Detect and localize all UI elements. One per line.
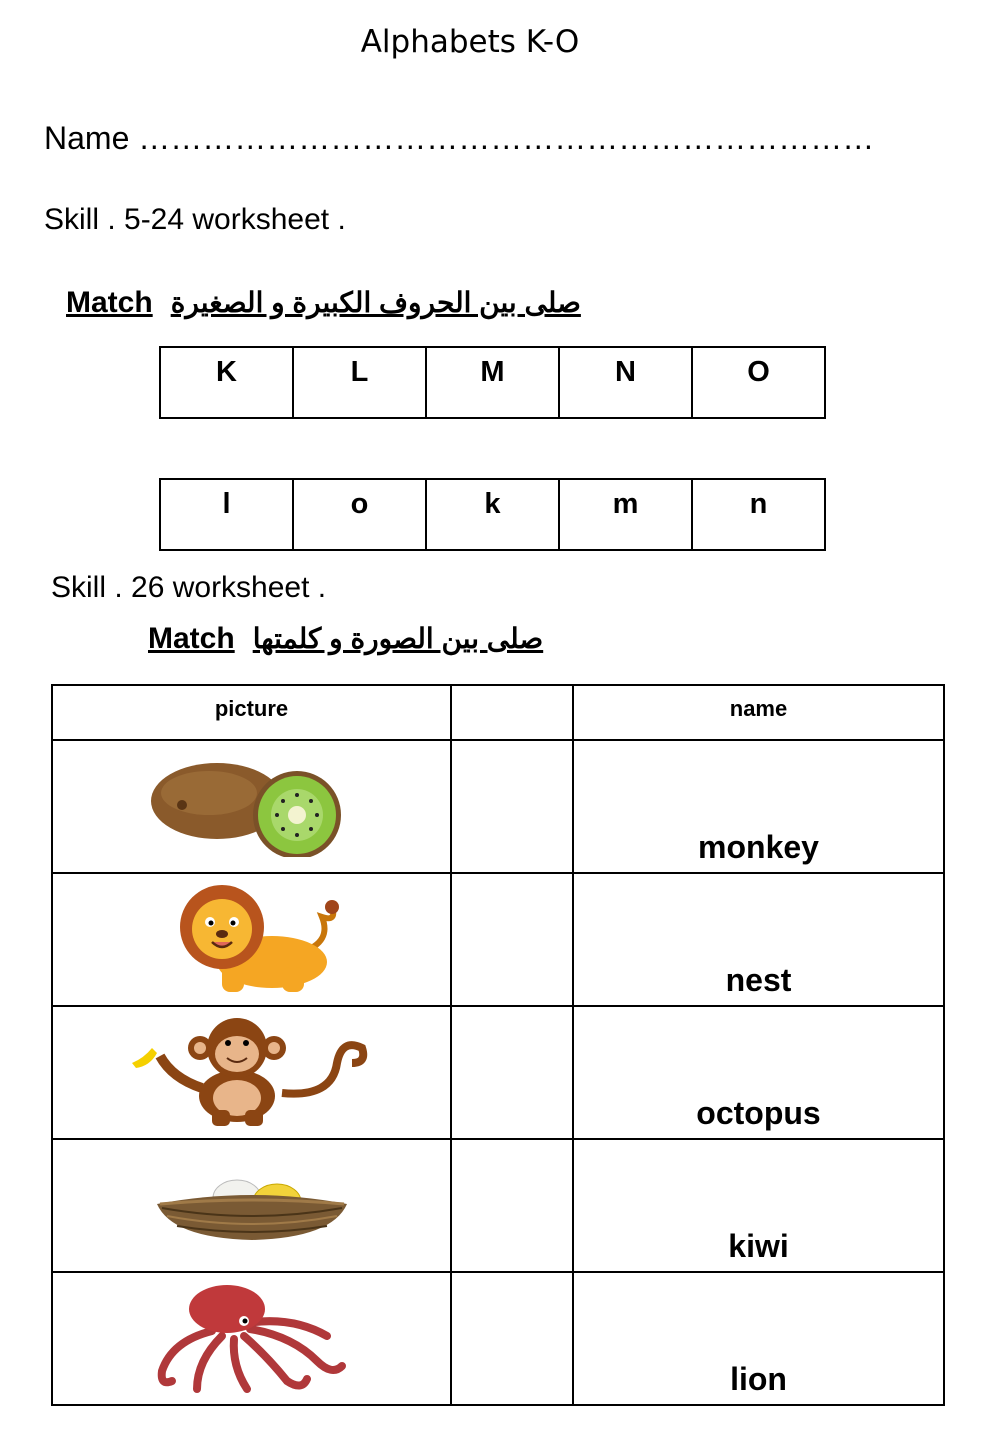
uppercase-letter[interactable]: K: [160, 347, 293, 418]
table-row: [52, 1139, 944, 1272]
lowercase-letter[interactable]: o: [293, 479, 426, 550]
nest-picture-cell[interactable]: [52, 1139, 451, 1272]
monkey-icon: [132, 1018, 372, 1128]
nest-icon: [152, 1166, 352, 1246]
kiwi-fruit-icon: [147, 757, 357, 857]
table-row: [52, 1272, 944, 1405]
lowercase-letter[interactable]: l: [160, 479, 293, 550]
lowercase-letter[interactable]: m: [559, 479, 692, 550]
picture-word-match-table: [51, 684, 945, 1406]
match-blank-cell[interactable]: [451, 873, 573, 1006]
uppercase-letter[interactable]: N: [559, 347, 692, 418]
name-field-line[interactable]: Name ……………………………………………………………: [44, 120, 875, 156]
kiwi-picture-cell[interactable]: [52, 740, 451, 873]
uppercase-letter[interactable]: M: [426, 347, 559, 418]
lion-icon: [162, 882, 342, 997]
match-blank-cell[interactable]: [451, 740, 573, 873]
match-label: Match: [66, 286, 153, 319]
match-heading-1: [66, 286, 581, 320]
table-row: [52, 1006, 944, 1139]
page-title: Alphabets K-O: [360, 24, 580, 60]
word-cell[interactable]: octopus: [573, 1006, 944, 1139]
lowercase-letter[interactable]: n: [692, 479, 825, 550]
skill-label-1: Skill . 5-24 worksheet .: [44, 203, 346, 236]
match-heading-2: [148, 622, 543, 656]
header-picture: picture: [52, 685, 451, 740]
octopus-picture-cell[interactable]: [52, 1272, 451, 1405]
monkey-picture-cell[interactable]: [52, 1006, 451, 1139]
table-row: [52, 740, 944, 873]
arabic-instruction-1: صلى بين الحروف الكبيرة و الصغيرة: [170, 287, 581, 318]
table-row: [52, 873, 944, 1006]
octopus-icon: [152, 1281, 352, 1396]
uppercase-letter[interactable]: O: [692, 347, 825, 418]
word-cell[interactable]: monkey: [573, 740, 944, 873]
skill-label-2: Skill . 26 worksheet .: [51, 571, 327, 604]
uppercase-letter[interactable]: L: [293, 347, 426, 418]
match-label: Match: [148, 622, 235, 655]
uppercase-letter-table: [159, 346, 826, 419]
arabic-instruction-2: صلى بين الصورة و كلمتها: [252, 623, 544, 654]
lowercase-letter[interactable]: k: [426, 479, 559, 550]
match-blank-cell[interactable]: [451, 1139, 573, 1272]
match-blank-cell[interactable]: [451, 1272, 573, 1405]
header-name: name: [573, 685, 944, 740]
match-blank-cell[interactable]: [451, 1006, 573, 1139]
header-blank: [451, 685, 573, 740]
lowercase-letter-table: [159, 478, 826, 551]
lion-picture-cell[interactable]: [52, 873, 451, 1006]
word-cell[interactable]: lion: [573, 1272, 944, 1405]
word-cell[interactable]: nest: [573, 873, 944, 1006]
word-cell[interactable]: kiwi: [573, 1139, 944, 1272]
